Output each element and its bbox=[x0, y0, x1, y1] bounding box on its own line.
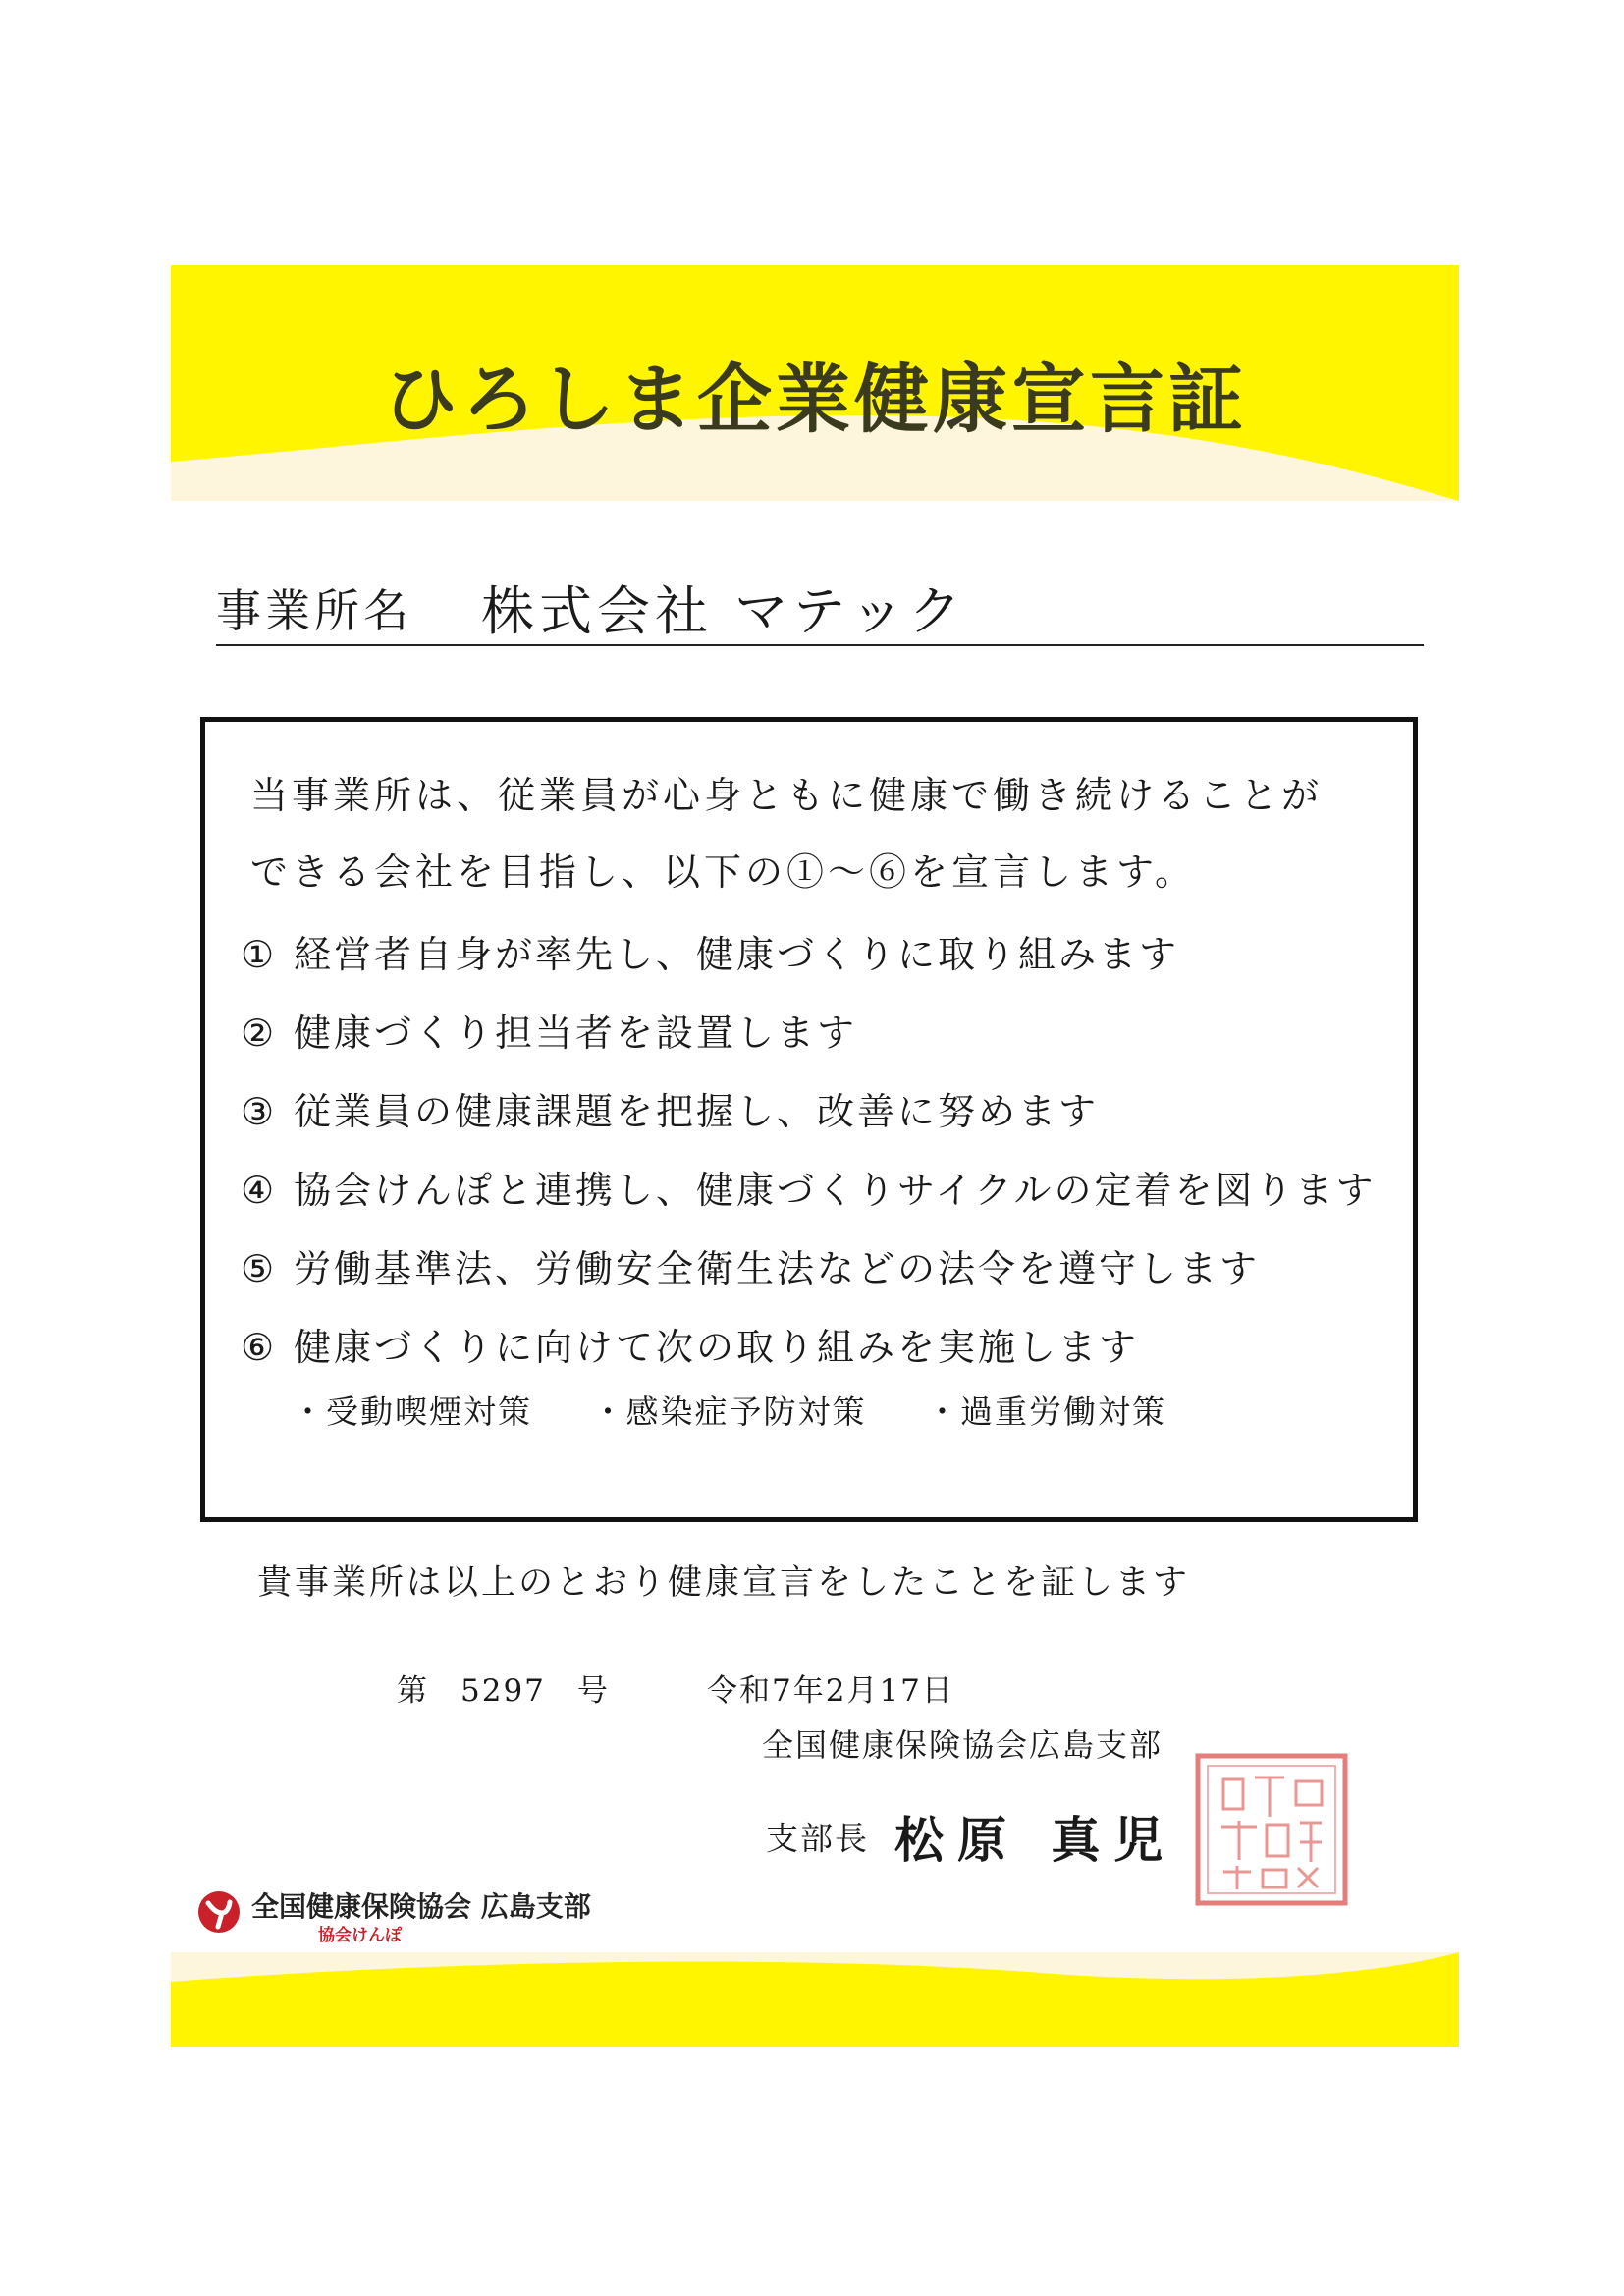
office-name-row bbox=[216, 575, 1424, 646]
kyokai-kenpo-logo-icon bbox=[196, 1889, 242, 1935]
pledge-number: ⑤ bbox=[241, 1247, 278, 1290]
number-prefix: 第 bbox=[397, 1673, 429, 1709]
logo-subtext: 協会けんぽ bbox=[318, 1926, 402, 1945]
pledge-number: ② bbox=[241, 1011, 278, 1055]
pledge-item bbox=[241, 1081, 1099, 1135]
measure-item: ・感染症予防対策 bbox=[591, 1393, 867, 1431]
signer-name: 松原 真児 bbox=[894, 1811, 1177, 1869]
measure-item: ・受動喫煙対策 bbox=[292, 1393, 532, 1431]
pledge-text: 協会けんぽと連携し、健康づくりサイクルの定着を図ります bbox=[294, 1169, 1377, 1212]
pledge-text: 経営者自身が率先し、健康づくりに取り組みます bbox=[294, 933, 1180, 976]
signer bbox=[766, 1801, 1176, 1872]
number-value: 5297 bbox=[460, 1673, 546, 1709]
intro-line-1: 当事業所は、従業員が心身ともに健康で働き続けることが bbox=[250, 774, 1324, 817]
footer-band bbox=[171, 1952, 1459, 2047]
certificate-number bbox=[397, 1666, 610, 1710]
pledge-number: ① bbox=[241, 933, 278, 976]
intro-line-2: できる会社を目指し、以下の①〜⑥を宣言します。 bbox=[250, 850, 1196, 894]
pledge-item bbox=[241, 1238, 1260, 1292]
pledge-text: 健康づくりに向けて次の取り組みを実施します bbox=[294, 1326, 1140, 1369]
pledge-item bbox=[241, 1317, 1139, 1371]
logo-text: 全国健康保険協会 広島支部 bbox=[251, 1890, 591, 1923]
pledge-text: 労働基準法、労働安全衛生法などの法令を遵守します bbox=[294, 1247, 1261, 1290]
office-label: 事業所名 bbox=[216, 584, 412, 637]
issuer-name: 全国健康保険協会広島支部 bbox=[762, 1726, 1164, 1764]
header-band bbox=[171, 265, 1459, 501]
certification-statement: 貴事業所は以上のとおり健康宣言をしたことを証します bbox=[257, 1563, 1191, 1603]
issue-date: 令和7年2月17日 bbox=[707, 1673, 954, 1709]
certificate-title: ひろしま企業健康宣言証 bbox=[383, 355, 1247, 443]
office-name: 株式会社 マテック bbox=[481, 580, 967, 642]
footer-wave bbox=[171, 1952, 1459, 2047]
pledge-number: ③ bbox=[241, 1090, 278, 1133]
official-seal bbox=[1194, 1752, 1349, 1907]
pledge-text: 従業員の健康課題を把握し、改善に努めます bbox=[294, 1090, 1100, 1133]
measures-list bbox=[292, 1387, 1214, 1433]
number-suffix: 号 bbox=[576, 1673, 610, 1709]
pledge-item bbox=[241, 1160, 1376, 1214]
pledge-item bbox=[241, 1003, 857, 1057]
pledge-text: 健康づくり担当者を設置します bbox=[294, 1011, 858, 1055]
declaration-box bbox=[200, 717, 1418, 1522]
pledge-number: ④ bbox=[241, 1169, 278, 1212]
pledge-number: ⑥ bbox=[241, 1326, 278, 1369]
pledge-item bbox=[241, 924, 1179, 978]
signer-title: 支部長 bbox=[766, 1819, 869, 1858]
measure-item: ・過重労働対策 bbox=[926, 1393, 1166, 1431]
